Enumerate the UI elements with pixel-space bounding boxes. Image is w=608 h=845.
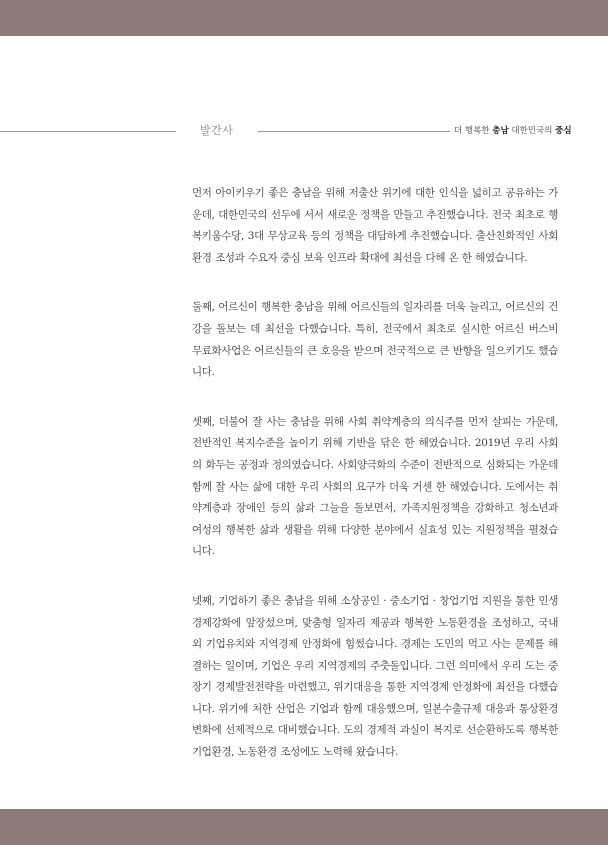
slogan-part1: 더 행복한 [454,126,493,136]
section-label: 발간사 [200,124,234,137]
paragraph-3: 셋째, 더불어 잘 사는 충남을 위해 사회 취약계층의 의식주를 먼저 살피는 가운데, 전반적인 복지수준을 높이기 위해 기반을 닦은 한 해였습니다. 2019년 우리 사회의 화두는 공정과 정의였습니다. 사회양극화의 수준이 전반적으로 심화되는 가운데 함께 잘 사는 삶에 대한 우리 사회의 요구가 더욱 거센 한 해였습니다. 도에서는 취약계층과 장애인 등의 삶과 그늘을 돌보면서, 가족지원정책을 강화하고 청소년과 여성의 행복한 삶과 생활을 위해 다양한 분야에서 실효성 있는 지원정책을 펼쳤습니다. [192,415,558,558]
slogan [454,122,572,140]
section-header [0,122,608,140]
header-rule-right [258,131,450,132]
slogan-bold1: 충남 [492,126,509,136]
top-color-band [0,0,608,36]
slogan-part2: 대한민국의 [508,126,556,136]
header-rule-left [0,131,176,132]
body-content [192,183,558,792]
slogan-bold2: 중심 [555,126,572,136]
bottom-color-band [0,809,608,845]
paragraph-1: 먼저 아이키우기 좋은 충남을 위해 저출산 위기에 대한 인식을 넓히고 공유하는 가운데, 대한민국의 선두에 서서 새로운 정책을 만들고 추진했습니다. 전국 최초로 행복키움수당, 3대 무상교육 등의 정책을 대담하게 추진했습니다. 출산친화적인 사회환경 조성과 수요자 중심 보육 인프라 확대에 최선을 다해 온 한 해였습니다. [192,187,558,264]
paragraph-2: 둘째, 어르신이 행복한 충남을 위해 어르신들의 일자리를 더욱 늘리고, 어르신의 건강을 돌보는 데 최선을 다했습니다. 특히, 전국에서 최초로 실시한 어르신 버스비 무료화사업은 어르신들의 큰 호응을 받으며 전국적으로 큰 반향을 일으키기도 했습니다. [192,301,558,379]
paragraph-4: 넷째, 기업하기 좋은 충남을 위해 소상공인 · 중소기업 · 창업기업 지원을 통한 민생경제강화에 앞장섰으며, 맞춤형 일자리 제공과 행복한 노동환경을 조성하고, 국내외 기업유치와 지역경제 안정화에 힘썼습니다. 경제는 도민의 먹고 사는 문제를 해결하는 일이며, 기업은 우리 지역경제의 주춧돌입니다. 그런 의미에서 우리 도는 중장기 경제발전전략을 마련했고, 위기대응을 통한 지역경제 안정화에 최선을 다했습니다. 위기에 처한 산업은 기업과 함께 대응했으며, 일본수출규제 대응과 통상환경 변화에 선제적으로 대비했습니다. 도의 경제적 과실이 복지로 선순환하도록 행복한 기업환경, 노동환경 조성에도 노력해 왔습니다. [192,594,558,759]
